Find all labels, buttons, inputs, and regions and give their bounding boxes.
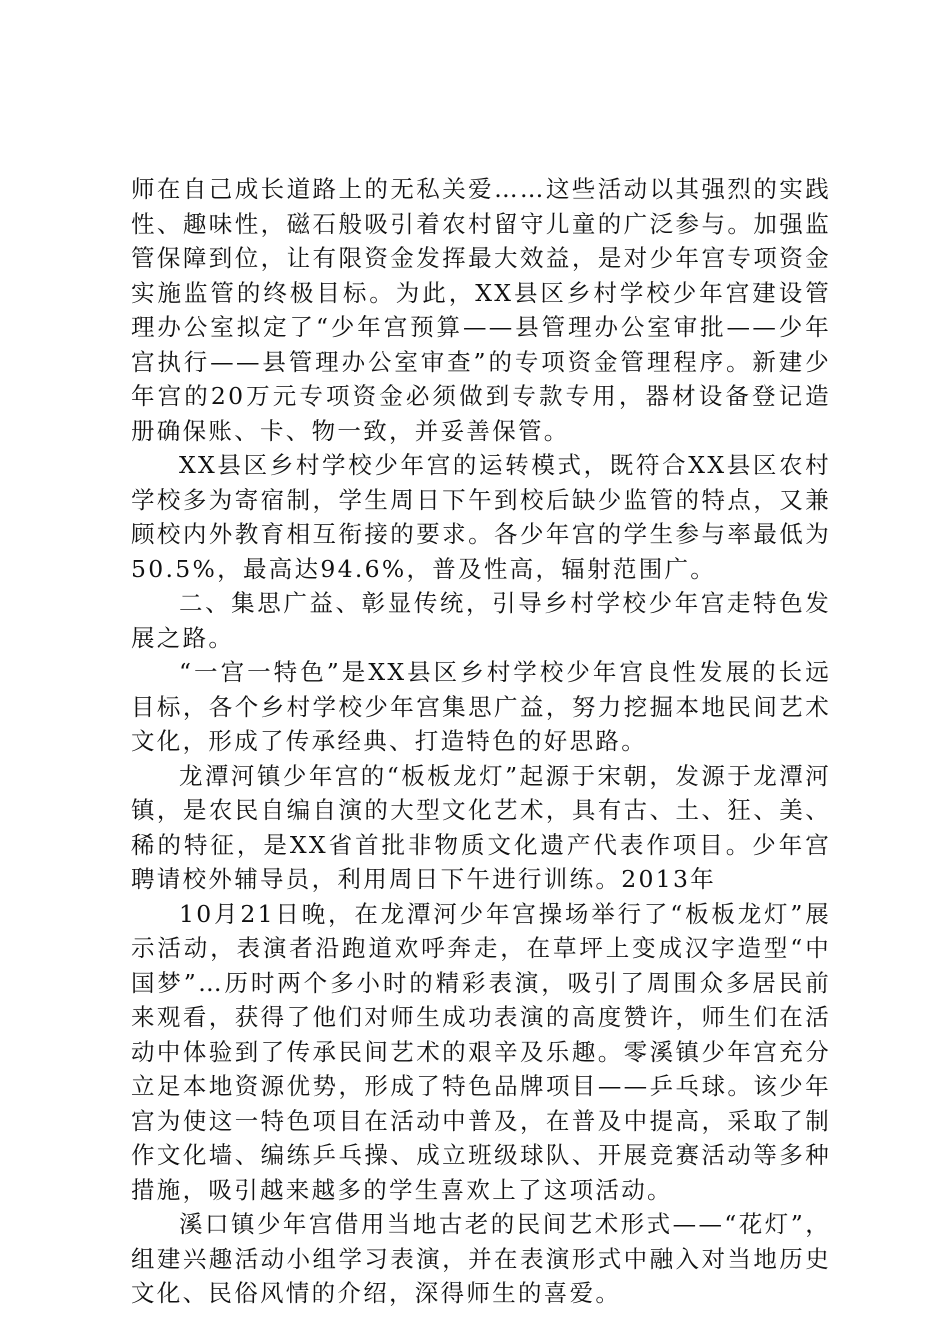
section-heading-two: 二、集思广益、彰显传统，引导乡村学校少年宫走特色发展之路。 — [131, 589, 831, 652]
paragraph-xikou: 溪口镇少年宫借用当地古老的民间艺术形式——“花灯”，组建兴趣活动小组学习表演，并在表演形式中融入对当地历史文化、民俗风情的介绍，深得师生的喜爱。 — [131, 1210, 831, 1307]
paragraph-operation-mode: XX县区乡村学校少年宫的运转模式，既符合XX县区农村学校多为寄宿制，学生周日下午到校后缺少监管的特点，又兼顾校内外教育相互衔接的要求。各少年宫的学生参与率最低为50.5%，最高达94.6%，普及性高，辐射范围广。 — [131, 451, 831, 583]
document-body — [131, 172, 831, 1311]
paragraph-continuation: 师在自己成长道路上的无私关爱……这些活动以其强烈的实践性、趣味性，磁石般吸引着农村留守儿童的广泛参与。加强监管保障到位，让有限资金发挥最大效益，是对少年宫专项资金实施监管的终极目标。为此，XX县区乡村学校少年宫建设管理办公室拟定了“少年宫预算——县管理办公室审批——少年宫执行——县管理办公室审查”的专项资金管理程序。新建少年宫的20万元专项资金必须做到专款专用，器材设备登记造册确保账、卡、物一致，并妥善保管。 — [131, 175, 831, 445]
paragraph-dragon-lantern-event: 10月21日晚，在龙潭河少年宫操场举行了“板板龙灯”展示活动，表演者沿跑道欢呼奔走，在草坪上变成汉字造型“中国梦”…历时两个多小时的精彩表演，吸引了周围众多居民前来观看，获得了他们对师生成功表演的高度赞许，师生们在活动中体验到了传承民间艺术的艰辛及乐趣。零溪镇少年宫充分立足本地资源优势，形成了特色品牌项目——乒乓球。该少年宫为使这一特色项目在活动中普及，在普及中提高，采取了制作文化墙、编练乒乓操、成立班级球队、开展竞赛活动等多种措施，吸引越来越多的学生喜欢上了这项活动。 — [131, 899, 831, 1204]
paragraph-longtanhe: 龙潭河镇少年宫的“板板龙灯”起源于宋朝，发源于龙潭河镇，是农民自编自演的大型文化艺术，具有古、土、狂、美、稀的特征，是XX省首批非物质文化遗产代表作项目。少年宫聘请校外辅导员，利用周日下午进行训练。2013年 — [131, 761, 831, 893]
paragraph-one-palace-one-feature: “一宫一特色”是XX县区乡村学校少年宫良性发展的长远目标，各个乡村学校少年宫集思广益，努力挖掘本地民间艺术文化，形成了传承经典、打造特色的好思路。 — [131, 658, 831, 755]
